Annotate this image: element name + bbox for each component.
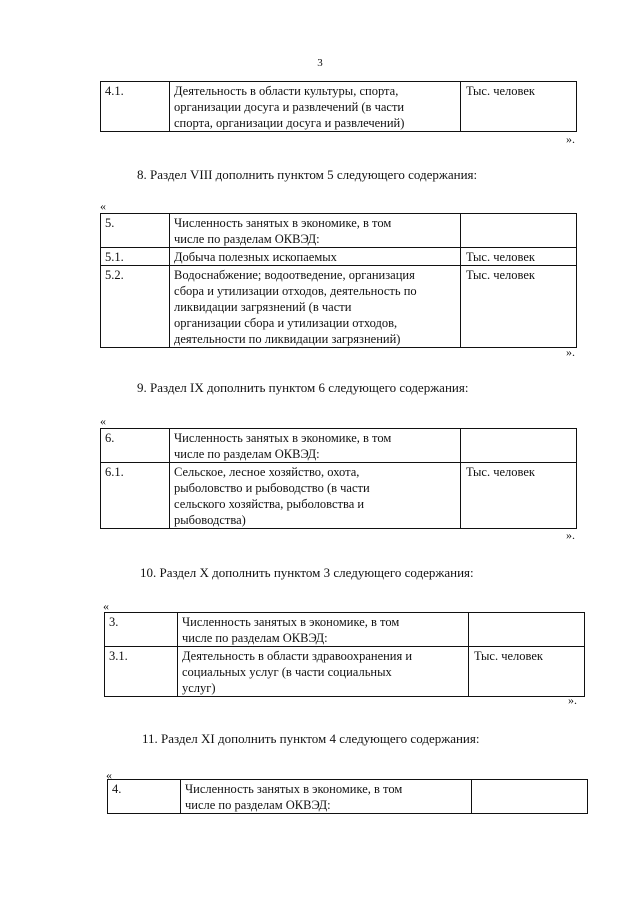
row-unit — [461, 214, 577, 248]
section-9-table — [100, 428, 577, 529]
row-unit — [472, 780, 588, 814]
text-line: сбора и утилизации отходов, деятельность по — [174, 284, 417, 298]
text-line: Численность занятых в экономике, в том — [174, 216, 392, 230]
table-row — [101, 248, 577, 266]
section-10-table — [104, 612, 585, 697]
section-heading-10: 10. Раздел X дополнить пунктом 3 следующего содержания: — [140, 565, 474, 580]
closing-quote: ». — [566, 345, 575, 359]
section-8-table — [100, 213, 577, 348]
row-unit: Тыс. человек — [461, 266, 577, 348]
text-line: Сельское, лесное хозяйство, охота, — [174, 465, 360, 479]
row-unit — [461, 429, 577, 463]
row-text — [178, 647, 469, 697]
opening-quote: « — [106, 768, 112, 782]
text-line: услуг) — [182, 681, 216, 695]
opening-quote: « — [100, 414, 106, 428]
text-line: Численность занятых в экономике, в том — [174, 431, 392, 445]
row-number: 3.1. — [105, 647, 178, 697]
text-line: Деятельность в области здравоохранения и — [182, 649, 413, 663]
closing-quote: ». — [566, 132, 575, 146]
row-number: 4. — [108, 780, 181, 814]
text-line: деятельности по ликвидации загрязнений) — [174, 332, 401, 346]
table-row — [101, 266, 577, 348]
row-text — [170, 429, 461, 463]
text-line: спорта, организации досуга и развлечений) — [174, 116, 405, 130]
row-number: 6. — [101, 429, 170, 463]
text-line: Численность занятых в экономике, в том — [182, 615, 400, 629]
page-number: 3 — [317, 57, 323, 69]
row-unit: Тыс. человек — [461, 82, 577, 132]
closing-quote: ». — [568, 693, 577, 707]
text-line: числе по разделам ОКВЭД: — [182, 631, 328, 645]
text-line: Деятельность в области культуры, спорта, — [174, 84, 399, 98]
row-number: 4.1. — [101, 82, 170, 132]
row-number: 5. — [101, 214, 170, 248]
opening-quote: « — [100, 199, 106, 213]
continuation-table — [100, 81, 577, 132]
row-unit: Тыс. человек — [469, 647, 585, 697]
text-line: организации сбора и утилизации отходов, — [174, 316, 398, 330]
row-text — [170, 214, 461, 248]
row-number: 5.1. — [101, 248, 170, 266]
row-text — [170, 463, 461, 529]
table-row — [101, 82, 577, 132]
table-row — [105, 613, 585, 647]
text-line: рыболовство и рыбоводство (в части — [174, 481, 370, 495]
text-line: числе по разделам ОКВЭД: — [185, 798, 331, 812]
row-text — [170, 82, 461, 132]
opening-quote: « — [103, 599, 109, 613]
text-line: организации досуга и развлечений (в части — [174, 100, 405, 114]
text-line: Добыча полезных ископаемых — [174, 250, 337, 264]
section-heading-11: 11. Раздел XI дополнить пунктом 4 следующего содержания: — [142, 731, 480, 746]
row-text — [178, 613, 469, 647]
row-unit: Тыс. человек — [461, 248, 577, 266]
section-heading-8: 8. Раздел VIII дополнить пунктом 5 следующего содержания: — [137, 167, 478, 182]
section-11-table — [107, 779, 588, 814]
text-line: Водоснабжение; водоотведение, организация — [174, 268, 415, 282]
row-text — [170, 266, 461, 348]
row-unit: Тыс. человек — [461, 463, 577, 529]
row-text — [181, 780, 472, 814]
text-line: числе по разделам ОКВЭД: — [174, 232, 320, 246]
table-row — [105, 647, 585, 697]
text-line: сельского хозяйства, рыболовства и — [174, 497, 365, 511]
table-row — [101, 463, 577, 529]
row-text — [170, 248, 461, 266]
row-number: 6.1. — [101, 463, 170, 529]
section-heading-9: 9. Раздел IX дополнить пунктом 6 следующего содержания: — [137, 380, 469, 395]
table-row — [101, 429, 577, 463]
closing-quote: ». — [566, 528, 575, 542]
text-line: рыбоводства) — [174, 513, 246, 527]
row-unit — [469, 613, 585, 647]
text-line: социальных услуг (в части социальных — [182, 665, 392, 679]
table-row — [108, 780, 588, 814]
text-line: числе по разделам ОКВЭД: — [174, 447, 320, 461]
row-number: 5.2. — [101, 266, 170, 348]
text-line: ликвидации загрязнений (в части — [174, 300, 352, 314]
row-number: 3. — [105, 613, 178, 647]
table-row — [101, 214, 577, 248]
text-line: Численность занятых в экономике, в том — [185, 782, 403, 796]
